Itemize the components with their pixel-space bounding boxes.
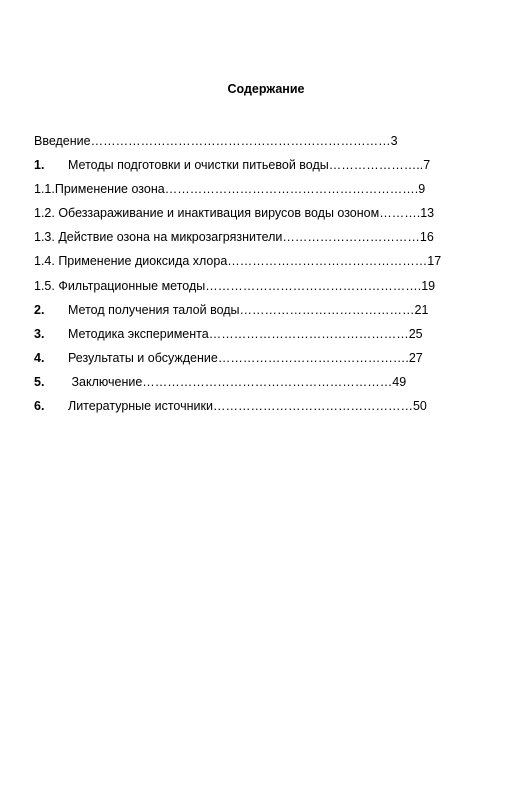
toc-entry	[34, 277, 504, 301]
toc-leader-dots: ……………………………………………………	[142, 374, 393, 389]
toc-entry-text: 1.2. Обеззараживание и инактивация вирусов воды озоном	[34, 206, 380, 221]
toc-entry-text: Литературные источники	[68, 399, 213, 414]
toc-entry	[34, 373, 504, 397]
toc-page-number: 17	[427, 254, 442, 269]
toc-page-number: 16	[419, 230, 434, 245]
toc-page-number: 27	[408, 350, 423, 365]
toc-page-number: 49	[392, 374, 407, 389]
toc-entry	[34, 156, 504, 180]
toc-entry-number: 4.	[34, 350, 45, 365]
toc-entry	[34, 228, 504, 252]
toc-entry-text: Результаты и обсуждение	[68, 350, 218, 365]
toc-leader-dots: ……………………………………….	[217, 350, 409, 365]
toc-entry-text: 1.3. Действие озона на микрозагрязнители	[34, 230, 283, 245]
toc-entry-text: 1.5. Фильтрационные методы	[34, 278, 206, 293]
toc-entry-text: Методы подготовки и очистки питьевой воды	[68, 158, 329, 173]
toc-leader-dots: …………………………………………….	[205, 278, 422, 293]
toc-leader-dots: …………………………………………	[227, 254, 428, 269]
toc-entry	[34, 132, 504, 156]
toc-page-number: 19	[421, 278, 436, 293]
toc-leader-dots: ……….	[379, 206, 421, 221]
toc-entry-text: Методика эксперимента	[68, 326, 209, 341]
toc-leader-dots: …………………..	[328, 158, 424, 173]
toc-entry-text: Введение	[34, 134, 91, 148]
toc-entry-text: 1.4. Применение диоксида хлора	[34, 254, 228, 269]
toc-leader-dots: ……………………………………	[239, 302, 415, 317]
toc-entry-number: 1.	[34, 158, 45, 173]
toc-leader-dots: ………………………………………………………………	[90, 134, 391, 148]
toc-leader-dots: …………………………………………	[208, 326, 409, 341]
toc-entry-number: 6.	[34, 399, 45, 414]
toc-entry	[34, 204, 504, 228]
toc-entry	[34, 252, 504, 276]
toc-entry-number: 3.	[34, 326, 45, 341]
toc-entry-text: 1.1.Применение озона	[34, 182, 165, 197]
toc-entry	[34, 325, 504, 349]
toc-entry	[34, 349, 504, 373]
toc-page-number: 3	[390, 134, 398, 148]
toc-page-number: 25	[408, 326, 423, 341]
toc-entry-text: Метод получения талой воды	[68, 302, 240, 317]
toc-entry-number: 5.	[34, 374, 45, 389]
toc-entry-text: Заключение	[68, 374, 143, 389]
toc-page-number: 13	[420, 206, 435, 221]
toc-leader-dots: …………………………………………………….	[164, 182, 419, 197]
toc-leader-dots: …………………………………………	[212, 399, 413, 414]
toc-page-number: 21	[414, 302, 429, 317]
table-of-contents	[34, 132, 504, 421]
toc-entry	[34, 301, 504, 325]
toc-leader-dots: ……………………………	[282, 230, 420, 245]
toc-entry-number: 2.	[34, 302, 45, 317]
page-title: Содержание	[227, 82, 305, 96]
toc-entry	[34, 397, 504, 421]
toc-page-number: 7	[423, 158, 431, 173]
toc-page-number: 9	[418, 182, 426, 197]
toc-page-number: 50	[412, 399, 427, 414]
toc-entry	[34, 180, 504, 204]
